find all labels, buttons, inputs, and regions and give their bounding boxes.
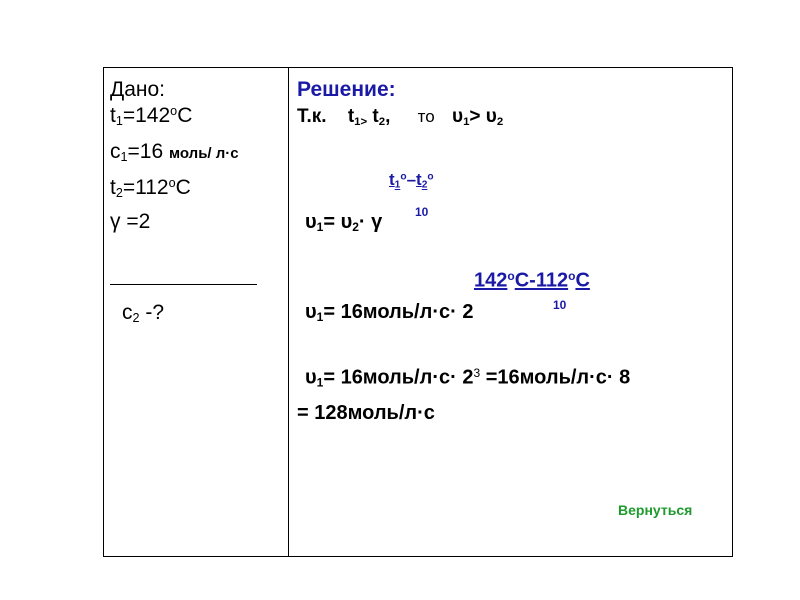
- given-heading: Дано:: [110, 78, 166, 101]
- given-c1: $c_1=16$ моль/ л·с: [110, 140, 239, 165]
- exponent-denominator: 10: [415, 205, 429, 219]
- solution-heading: Решение:: [297, 78, 396, 101]
- solution-formula: $\upsilon_1= \upsilon_2\cdot \gamma$: [305, 211, 383, 234]
- back-link[interactable]: Вернуться: [618, 502, 693, 518]
- solution-line4: $\upsilon_1=$ 16моль/л·с· $2^3$ =16моль/л·с· 8: [305, 366, 631, 390]
- given-t2: $t_2=112^oC$: [110, 176, 191, 201]
- solution-line5: = 128моль/л·с: [297, 402, 435, 424]
- solution-line3: $\upsilon_1=$ 16моль/л·с· 2: [305, 301, 474, 324]
- exponent-temperature-difference: $t_1^o-t_2^o$: [389, 170, 434, 191]
- exponent-substituted-denominator: 10: [553, 298, 567, 312]
- given-find: $c_2$ -?: [122, 301, 165, 326]
- given-gamma: γ =2: [110, 210, 151, 233]
- solution-line1: Т.к. $t_{1>}$ $t_2$, то $\upsilon_1> \upsilon_2$: [297, 106, 504, 128]
- given-t1: $t_1=142^oC$: [110, 104, 193, 129]
- column-divider: [288, 67, 289, 557]
- given-separator: [110, 284, 257, 285]
- exponent-substituted: 142$^o$C-112$^o$C: [474, 269, 590, 292]
